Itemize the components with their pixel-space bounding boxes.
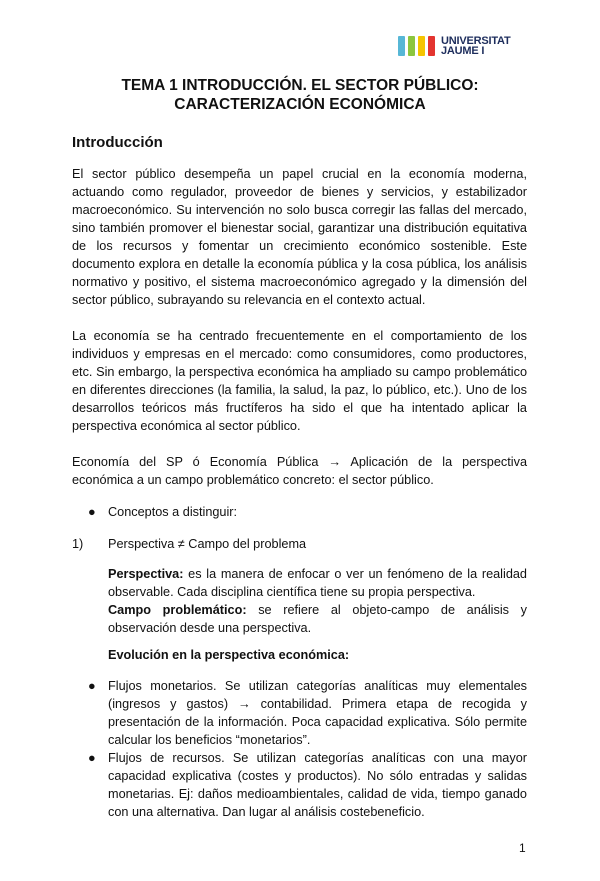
paragraph: El sector público desempeña un papel crucial en la economía moderna, actuando como regulador, proveedor de bienes y servicios, y estabilizador macroeconómico. Su intervención no solo busca corregir las fallas del mercado, sino también promover el bienestar social, garantizar una distribución equitativa de los recursos y fomentar un crecimiento económico sostenible. Este documento explora en detalle la economía pública y la cosa pública, los análisis normativo y positivo, el sistema macroeconómico agregado y la dimensión del sector público, subrayando su relevancia en el contexto actual. bbox=[72, 167, 527, 307]
logo-text: UNIVERSITAT JAUME I bbox=[441, 35, 511, 57]
page-number: 1 bbox=[519, 841, 526, 855]
bullet-item: ● Flujos monetarios. Se utilizan categorías analíticas muy elementales (ingresos y gastos) → contabilidad. Primera etapa de recogida y presentación de la información. Poca capacidad explicativa. Sólo permite calcular los beneficios “monetarios”. bbox=[88, 679, 527, 747]
section-heading: Introducción bbox=[72, 134, 163, 151]
bullet-icon: ● bbox=[88, 505, 96, 519]
paragraph: La economía se ha centrado frecuentemente en el comportamiento de los individuos y empresas en el mercado: como consumidores, como productores, etc. Sin embargo, la perspectiva económica ha ampliado su campo problemático en diferentes direcciones (la familia, la salud, la paz, lo público, etc.). Uno de los desarrollos teóricos más fructíferos ha sido el que ha intentado aplicar la perspectiva económica al sector público. bbox=[72, 329, 527, 433]
numbered-item: 1) Perspectiva ≠ Campo del problema bbox=[72, 537, 307, 551]
bullet-icon: ● bbox=[88, 751, 96, 765]
subheading: Evolución en la perspectiva económica: bbox=[108, 648, 350, 662]
bullet-item: ● Conceptos a distinguir: bbox=[88, 505, 238, 519]
definition: Campo problemático: se refiere al objeto-campo de análisis y observación desde una perspectiva. bbox=[108, 603, 527, 635]
paragraph: Economía del SP ó Economía Pública → Aplicación de la perspectiva económica a un campo problemático concreto: el sector público. bbox=[72, 455, 527, 487]
definition: Perspectiva: es la manera de enfocar o ver un fenómeno de la realidad observable. Cada disciplina científica tiene su propia perspectiva. bbox=[108, 567, 527, 599]
bullet-icon: ● bbox=[88, 679, 96, 693]
document-title: TEMA 1 INTRODUCCIÓN. EL SECTOR PÚBLICO: CARACTERIZACIÓN ECONÓMICA bbox=[121, 77, 479, 113]
bullet-item: ● Flujos de recursos. Se utilizan categorías analíticas con una mayor capacidad explicativa (costes y productos). No sólo entradas y salidas monetarias. Ej: daños medioambientales, calidad de vida, tiempo ganado con una alternativa. Dan lugar al análisis costebeneficio. bbox=[88, 751, 527, 819]
